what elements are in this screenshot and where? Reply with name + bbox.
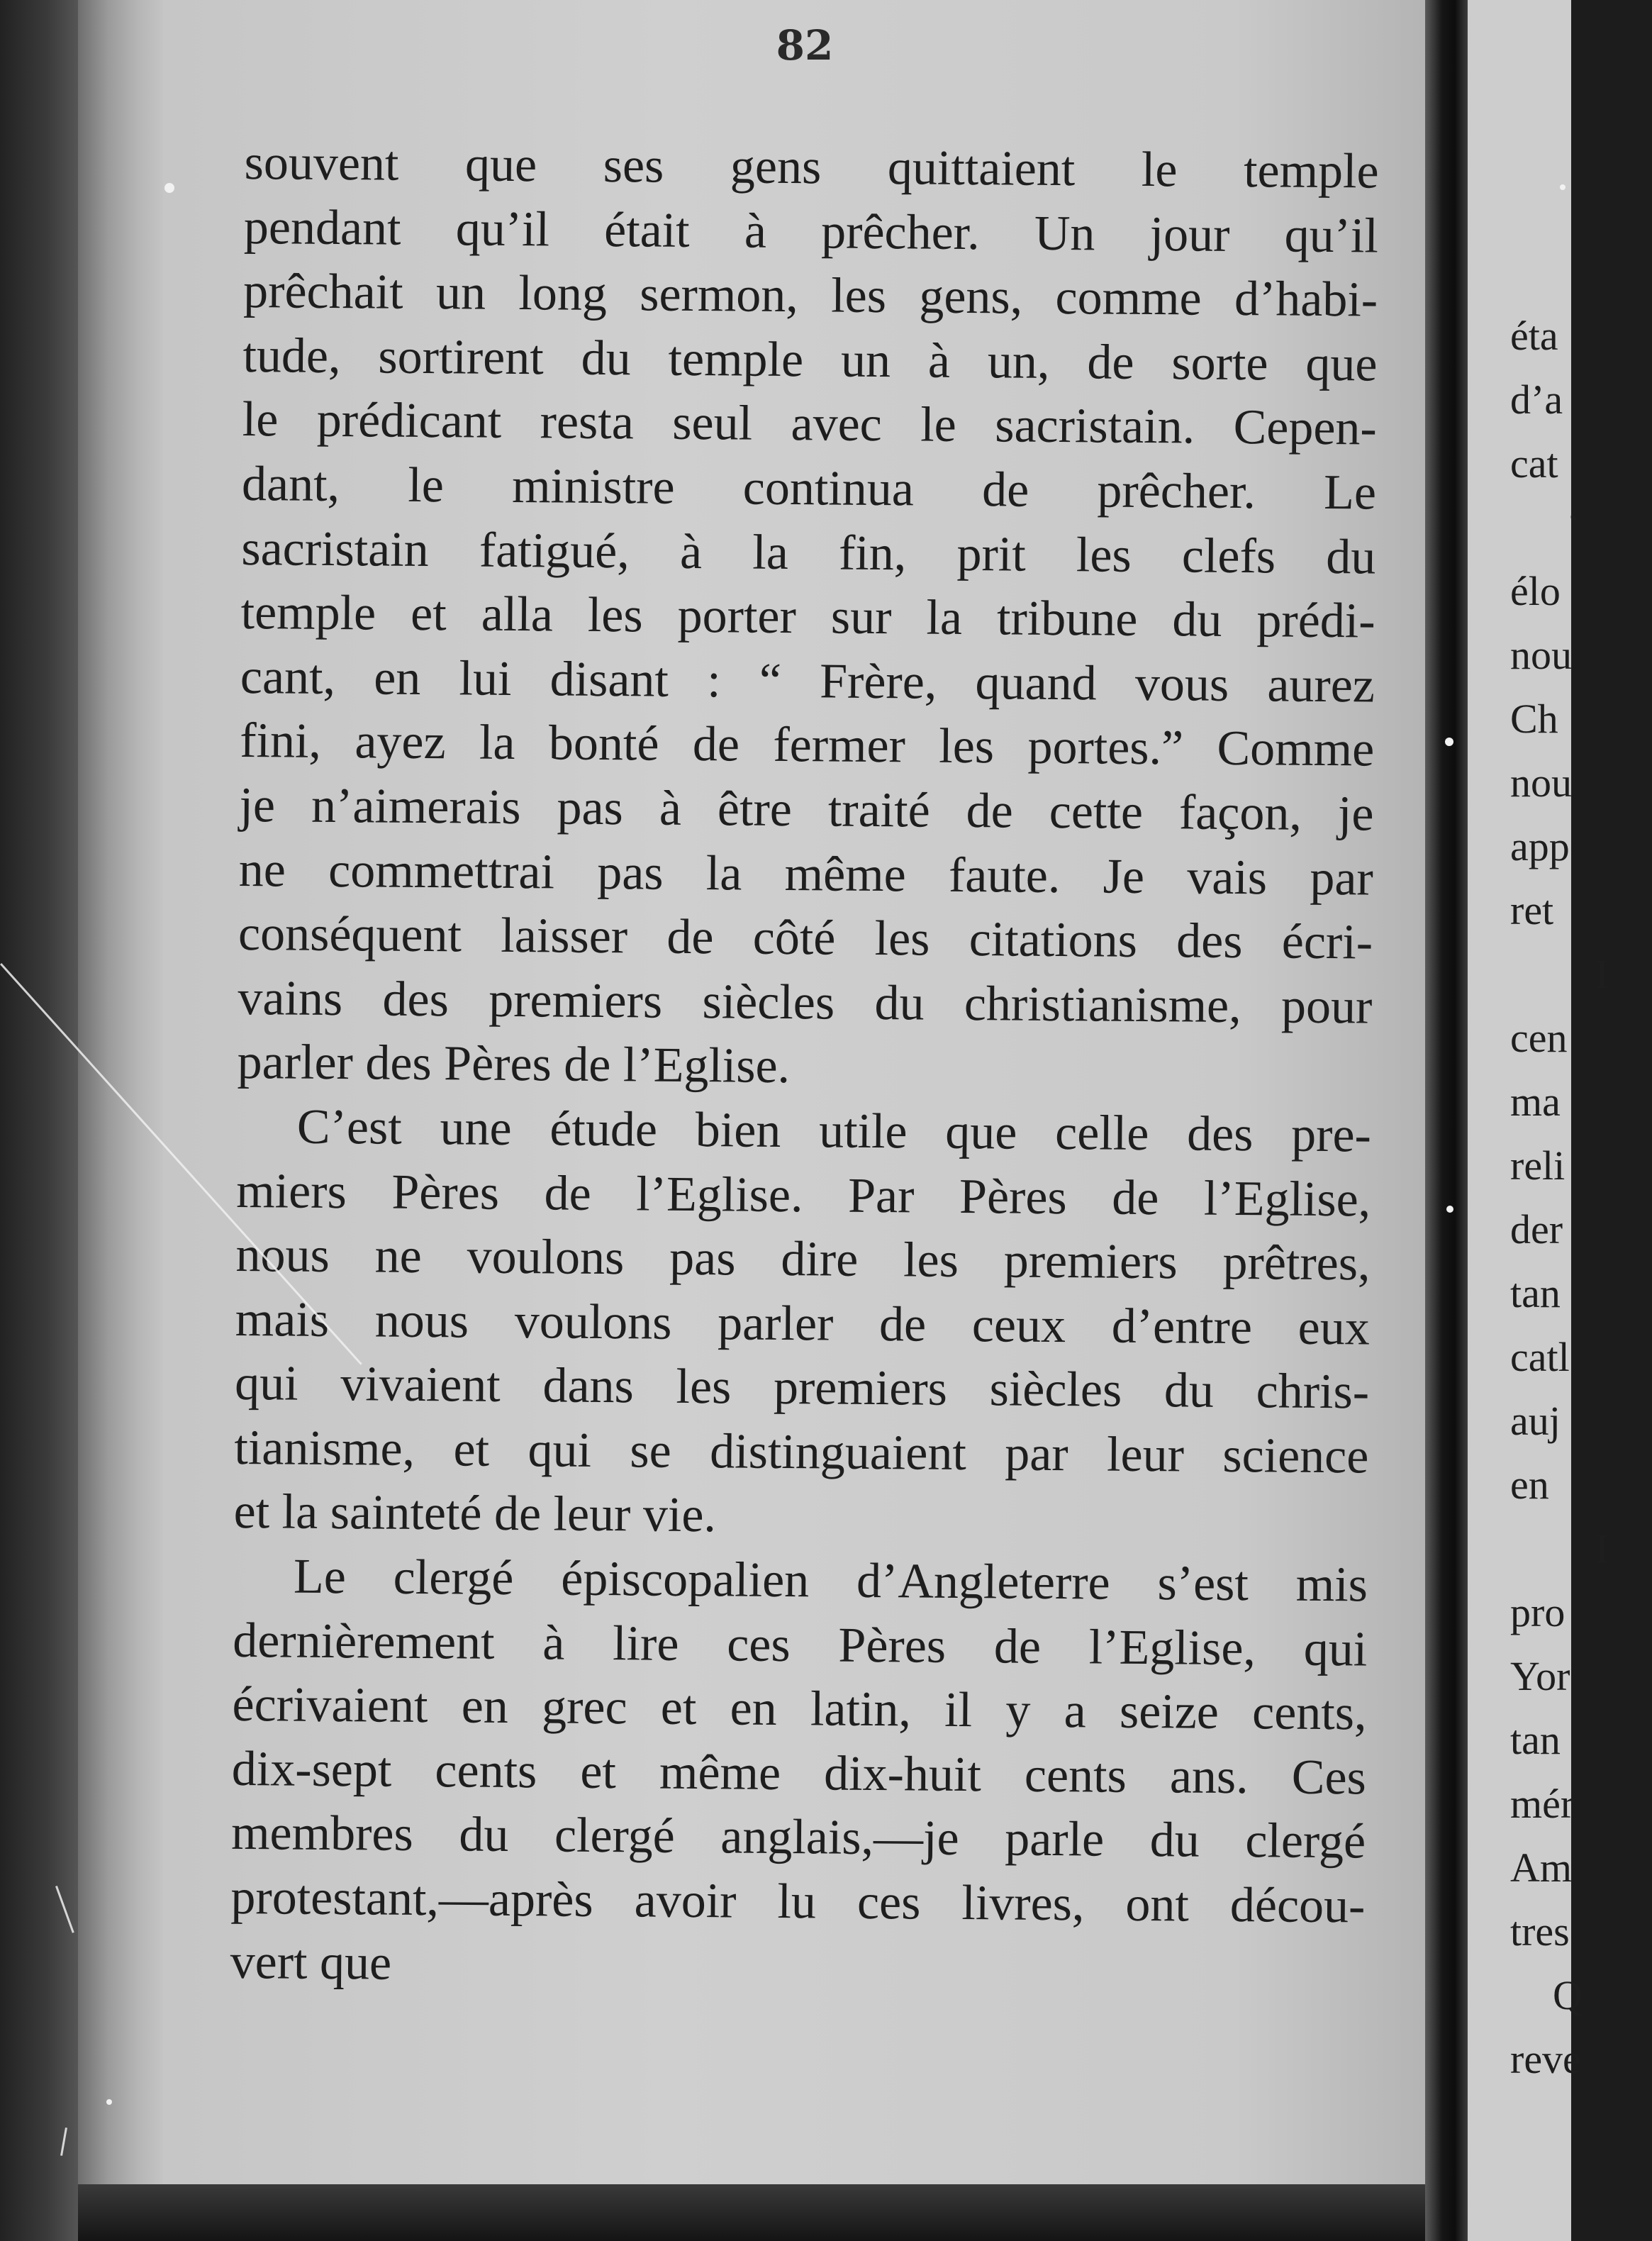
dust-speck — [106, 2099, 112, 2105]
dust-speck — [164, 183, 174, 193]
bottom-dark-band — [78, 2184, 1425, 2241]
facing-fragment: nou — [1510, 632, 1572, 678]
facing-fragment: auj — [1510, 1398, 1561, 1444]
paragraph-2 — [233, 1095, 1371, 1554]
facing-fragment: élo — [1510, 568, 1561, 614]
facing-fragment: ‘ — [1567, 501, 1581, 547]
facing-fragment: Am — [1510, 1845, 1572, 1891]
facing-fragment: d’a — [1510, 377, 1563, 423]
facing-fragment: ret — [1510, 887, 1554, 933]
dust-speck — [1445, 738, 1453, 746]
paragraph-1 — [237, 131, 1379, 1103]
main-page-text — [230, 131, 1379, 2003]
facing-fragment: I — [1595, 951, 1609, 997]
facing-fragment: reli — [1510, 1142, 1566, 1189]
facing-fragment: tan — [1510, 1270, 1561, 1316]
text-line: vains des premiers siècles du christianisme, pour — [238, 970, 1373, 1035]
facing-fragment: ma — [1510, 1079, 1561, 1125]
facing-fragment: I — [1595, 1525, 1609, 1572]
facing-fragment: mér — [1510, 1781, 1575, 1827]
text-line: écrivaient en grec et en latin, il y a seize cents, — [232, 1677, 1367, 1741]
facing-fragment: éta — [1510, 313, 1558, 359]
dust-speck — [1560, 184, 1566, 190]
facing-fragment: cat — [1510, 440, 1558, 486]
text-line: le prédicant resta seul avec le sacristain. Cepen- — [242, 392, 1378, 456]
facing-page — [1468, 0, 1609, 2241]
facing-fragment: der — [1510, 1206, 1563, 1252]
text-line: parler des Pères de l’Eglise. — [237, 1035, 791, 1094]
text-line: fini, ayez la bonté de fermer les portes.” Comme — [239, 713, 1375, 777]
facing-fragment: tres — [1510, 1908, 1570, 1954]
facing-fragment: pro — [1510, 1589, 1566, 1635]
text-line: qui vivaient dans les premiers siècles du chris- — [234, 1356, 1370, 1420]
text-line: souvent que ses gens quittaient le temple — [244, 135, 1379, 199]
text-line: conséquent laisser de côté les citations des écri- — [238, 906, 1373, 970]
text-line: dix-sept cents et même dix-huit cents ans. Ces — [231, 1741, 1367, 1806]
text-line: miers Pères de l’Eglise. Par Pères de l’Eglise, — [235, 1163, 1371, 1228]
facing-fragment: cen — [1510, 1015, 1568, 1061]
text-line: je n’aimerais pas à être traité de cette façon, je — [239, 777, 1374, 842]
text-line: protestant,—après avoir lu ces livres, ont décou- — [230, 1869, 1366, 1934]
facing-fragment: reve — [1510, 2036, 1581, 2082]
text-line: dant, le ministre continua de prêcher. Le — [241, 456, 1377, 521]
text-line: ne commettrai pas la même faute. Je vais par — [238, 842, 1374, 906]
facing-fragment: Ch — [1510, 696, 1558, 742]
text-line: tianisme, et qui se distinguaient par leur science — [234, 1420, 1369, 1484]
text-line: Le clergé épiscopalien d’Angleterre s’est mis — [293, 1549, 1368, 1613]
facing-fragment: nou — [1510, 760, 1572, 806]
text-line: cant, en lui disant : “ Frère, quand vous aurez — [240, 649, 1375, 713]
book-gutter — [1425, 0, 1468, 2241]
facing-fragment: en — [1510, 1462, 1549, 1508]
text-line: nous ne voulons pas dire les premiers prêtres, — [235, 1228, 1371, 1291]
text-line: et la sainteté de leur vie. — [233, 1484, 717, 1543]
text-line: pendant qu’il était à prêcher. Un jour qu’il — [243, 199, 1379, 264]
paragraph-3 — [230, 1545, 1368, 2003]
text-line: sacristain fatigué, à la fin, prit les clefs du — [241, 521, 1376, 585]
text-line: temple et alla les porter sur la tribune du prédi- — [240, 585, 1375, 649]
left-dark-margin — [0, 0, 78, 2241]
text-line: tude, sortirent du temple un à un, de sorte que — [242, 328, 1378, 392]
facing-fragment: Q — [1553, 1972, 1583, 2018]
text-line: mais nous voulons parler de ceux d’entre eux — [235, 1291, 1371, 1356]
facing-fragment: catl — [1510, 1334, 1570, 1380]
page-block-edge — [78, 0, 163, 2184]
text-line: vert que — [230, 1934, 392, 1991]
facing-fragment: app — [1510, 823, 1570, 869]
text-line: prêchait un long sermon, les gens, comme d’habi- — [242, 264, 1378, 328]
facing-fragment: Yor — [1510, 1653, 1570, 1699]
facing-fragment: tan — [1510, 1717, 1561, 1763]
text-line: C’est une étude bien utile que celle des pre- — [296, 1099, 1372, 1163]
text-line: dernièrement à lire ces Pères de l’Eglise, qui — [232, 1613, 1368, 1677]
dust-speck — [1446, 1206, 1453, 1213]
text-line: membres du clergé anglais,—je parle du clergé — [230, 1806, 1366, 1869]
page-number: 82 — [776, 21, 834, 69]
